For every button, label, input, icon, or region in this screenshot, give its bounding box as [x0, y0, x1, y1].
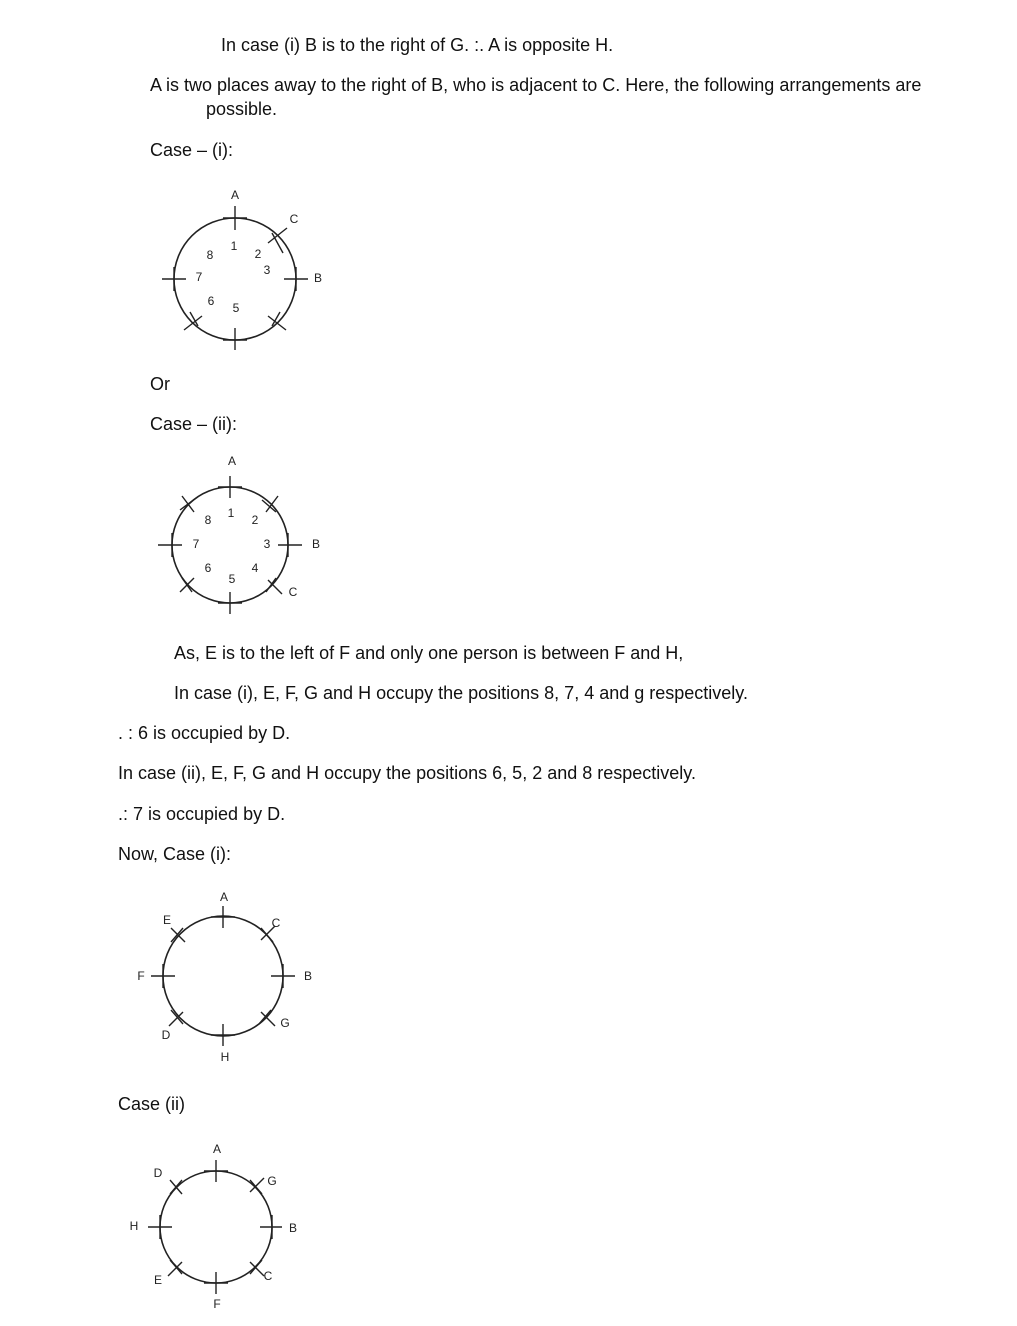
label-g: G	[267, 1174, 277, 1189]
position-6: 6	[207, 294, 215, 309]
label-a: A	[227, 454, 237, 469]
label-a: A	[230, 188, 240, 203]
label-e: E	[162, 913, 172, 928]
position-2: 2	[251, 513, 259, 528]
label-h: H	[220, 1050, 230, 1065]
label-b: B	[313, 271, 323, 286]
position-8: 8	[204, 513, 212, 528]
position-8: 8	[206, 248, 214, 263]
seat-tick-bottom-left	[182, 578, 192, 592]
position-3: 3	[263, 537, 271, 552]
seat-tick-bottom-right	[259, 1010, 271, 1024]
label-b: B	[303, 969, 313, 984]
text-line-possible: possible.	[206, 99, 278, 119]
label-a: A	[212, 1142, 222, 1157]
seat-tick-bottom-right	[266, 578, 276, 592]
seat-tick-top-left	[180, 498, 196, 510]
seating-circle	[174, 218, 296, 340]
diagram-final-case-ii	[120, 1138, 320, 1318]
text-line-case-i-positions: In case (i), E, F, G and H occupy the positions 8, 7, 4 and g respectively.	[174, 683, 748, 703]
diagram-now-case-i	[125, 884, 335, 1070]
label-h: H	[129, 1219, 139, 1234]
heading-case-i: Case – (i):	[150, 140, 234, 160]
heading-now-case-i: Now, Case (i):	[118, 844, 232, 864]
label-c: C	[271, 916, 281, 931]
diagram-case-i	[150, 180, 340, 360]
position-6: 6	[204, 561, 212, 576]
text-line-arrangement: A is two places away to the right of B, who is adjacent to C. Here, the following arrangements are	[150, 75, 922, 95]
label-d: D	[153, 1166, 163, 1181]
position-5: 5	[232, 301, 240, 316]
label-c: C	[288, 585, 298, 600]
label-b: B	[311, 537, 321, 552]
text-line-six-d: . : 6 is occupied by D.	[118, 723, 291, 743]
position-1: 1	[227, 506, 235, 521]
label-f: F	[213, 1297, 221, 1312]
position-4: 4	[251, 561, 259, 576]
text-line-e-left-of-f: As, E is to the left of F and only one person is between F and H,	[174, 643, 684, 663]
position-7: 7	[195, 270, 203, 285]
position-2: 2	[254, 247, 262, 262]
position-5: 5	[228, 572, 236, 587]
text-or: Or	[150, 374, 170, 394]
position-3: 3	[263, 263, 271, 278]
label-g: G	[280, 1016, 290, 1031]
label-c: C	[263, 1269, 273, 1284]
label-c: C	[289, 212, 299, 227]
heading-case-ii-final: Case (ii)	[118, 1094, 186, 1114]
heading-case-ii: Case – (ii):	[150, 414, 238, 434]
label-f: F	[137, 969, 145, 984]
diagram-case-ii	[150, 448, 340, 618]
position-1: 1	[230, 239, 238, 254]
text-line-case-i-opposite: In case (i) B is to the right of G. :. A is opposite H.	[221, 35, 614, 55]
label-d: D	[161, 1028, 171, 1043]
label-b: B	[288, 1221, 298, 1236]
text-line-seven-d: .: 7 is occupied by D.	[118, 804, 286, 824]
position-7: 7	[192, 537, 200, 552]
label-a: A	[219, 890, 229, 905]
text-line-case-ii-positions: In case (ii), E, F, G and H occupy the positions 6, 5, 2 and 8 respectively.	[118, 763, 696, 783]
label-e: E	[153, 1273, 163, 1288]
